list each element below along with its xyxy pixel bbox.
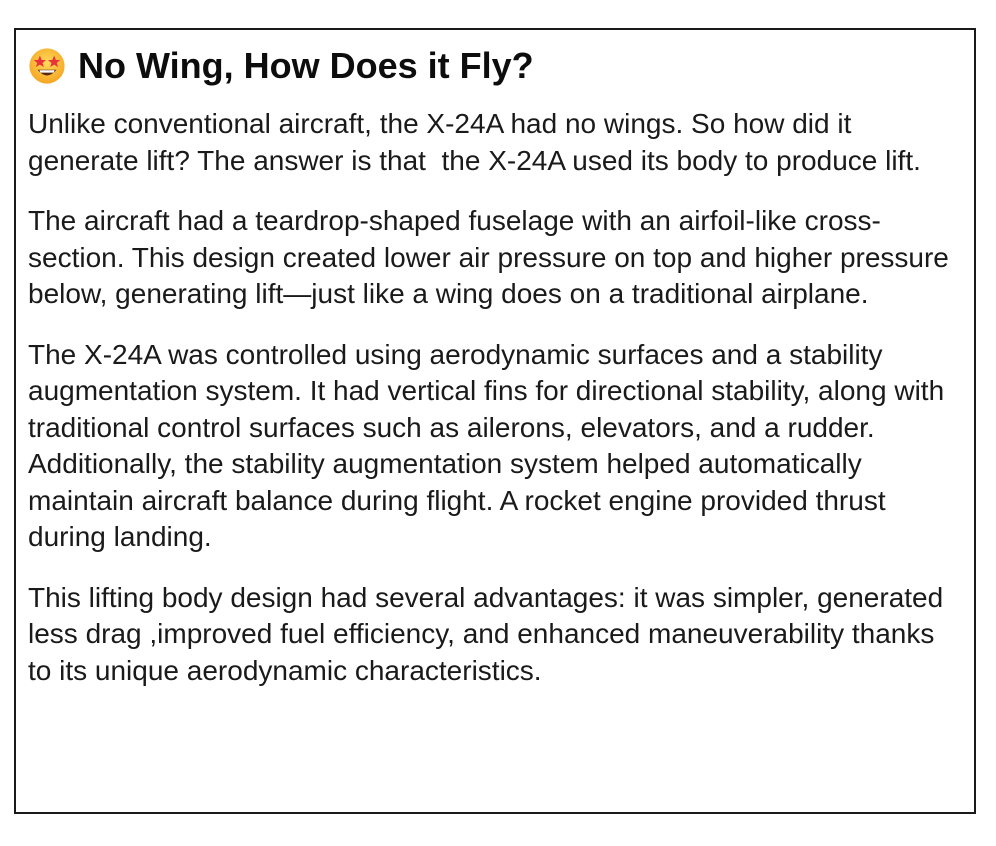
- article-title: No Wing, How Does it Fly?: [78, 45, 534, 86]
- paragraph-advantages: This lifting body design had several advantages: it was simpler, generated less drag ,improved fuel efficiency, and enhanced maneuverability thanks to its unique aerodynamic characteristics.: [28, 581, 951, 686]
- paragraph-fuselage: The aircraft had a teardrop-shaped fuselage with an airfoil-like cross-section. This design created lower air pressure on top and higher pressure below, generating lift—just like a wing does on a traditional airplane.: [28, 205, 957, 309]
- paragraph-intro: Unlike conventional aircraft, the X-24A had no wings. So how did it generate lift? The answer is that the X-24A used its body to produce lift.: [28, 108, 921, 176]
- star-struck-icon: [28, 47, 66, 85]
- article-card: [14, 28, 976, 814]
- title-row: [28, 40, 962, 92]
- paragraph-control: The X-24A was controlled using aerodynamic surfaces and a stability augmentation system. It had vertical fins for directional stability, along with traditional control surfaces such as ailerons, elevators, and a rudder. Additionally, the stability augmentation system helped automatically maintain aircraft balance during flight. A rocket engine provided thrust during landing.: [28, 338, 952, 552]
